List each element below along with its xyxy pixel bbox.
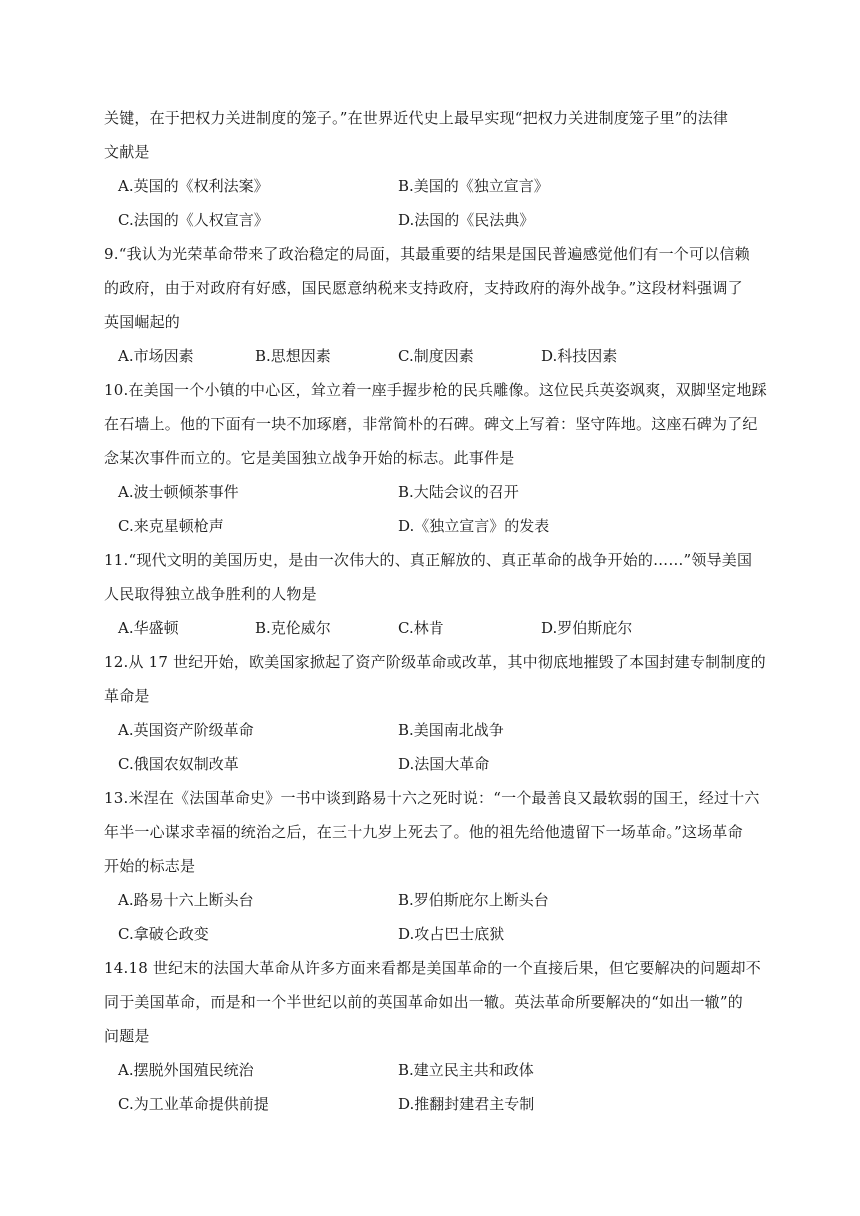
q9-stem-line-2: 的政府，由于对政府有好感，国民愿意纳税来支持政府，支持政府的海外战争。”这段材料强调了 xyxy=(104,279,743,297)
q14-stem-line-2: 同于美国革命，而是和一个半世纪以前的英国革命如出一辙。英法革命所要解决的“如出一辙”的 xyxy=(104,993,743,1011)
q13-option-c: C.拿破仑政变 xyxy=(118,925,209,943)
q9-option-c: C.制度因素 xyxy=(398,347,474,365)
q11-option-c: C.林肯 xyxy=(398,619,444,637)
q14-stem-line-1: 14.18 世纪末的法国大革命从许多方面来看都是美国革命的一个直接后果，但它要解决的问题却不 xyxy=(104,959,761,977)
q9-stem-line-1: 9.“我认为光荣革命带来了政治稳定的局面，其最重要的结果是国民普遍感觉他们有一个可以信赖 xyxy=(104,245,750,263)
q8-option-d: D.法国的《民法典》 xyxy=(398,211,535,229)
q11-option-a: A.华盛顿 xyxy=(118,619,179,637)
q10-option-b: B.大陆会议的召开 xyxy=(398,483,519,501)
q12-stem-line-1: 12.从 17 世纪开始，欧美国家掀起了资产阶级革命或改革，其中彻底地摧毁了本国封建专制制度的 xyxy=(104,653,766,671)
q12-stem-line-2: 革命是 xyxy=(104,687,150,705)
q13-stem-line-3: 开始的标志是 xyxy=(104,857,196,875)
q14-option-d: D.推翻封建君主专制 xyxy=(398,1095,535,1113)
q8-stem-line-1: 关键，在于把权力关进制度的笼子。”在世界近代史上最早实现“把权力关进制度笼子里”的法律 xyxy=(104,109,729,127)
q12-option-c: C.俄国农奴制改革 xyxy=(118,755,239,773)
q13-option-b: B.罗伯斯庇尔上断头台 xyxy=(398,891,549,909)
q9-option-a: A.市场因素 xyxy=(118,347,194,365)
q11-option-b: B.克伦威尔 xyxy=(255,619,331,637)
q8-stem-line-2: 文献是 xyxy=(104,143,150,161)
q14-option-b: B.建立民主共和政体 xyxy=(398,1061,534,1079)
q9-option-d: D.科技因素 xyxy=(541,347,618,365)
q10-stem-line-3: 念某次事件而立的。它是美国独立战争开始的标志。此事件是 xyxy=(104,449,515,467)
q10-option-d: D.《独立宣言》的发表 xyxy=(398,517,550,535)
q12-option-b: B.美国南北战争 xyxy=(398,721,504,739)
q14-option-a: A.摆脱外国殖民统治 xyxy=(118,1061,254,1079)
q14-option-c: C.为工业革命提供前提 xyxy=(118,1095,269,1113)
q10-option-c: C.来克星顿枪声 xyxy=(118,517,224,535)
q10-stem-line-2: 在石墙上。他的下面有一块不加琢磨，非常简朴的石碑。碑文上写着：坚守阵地。这座石碑为了纪 xyxy=(104,415,758,433)
q8-option-c: C.法国的《人权宣言》 xyxy=(118,211,269,229)
q12-option-a: A.英国资产阶级革命 xyxy=(118,721,254,739)
q11-option-d: D.罗伯斯庇尔 xyxy=(541,619,633,637)
q11-stem-line-2: 人民取得独立战争胜利的人物是 xyxy=(104,585,317,603)
q11-stem-line-1: 11.“现代文明的美国历史，是由一次伟大的、真正解放的、真正革命的战争开始的……”领导美国 xyxy=(104,551,753,569)
q8-option-b: B.美国的《独立宣言》 xyxy=(398,177,549,195)
q10-option-a: A.波士顿倾茶事件 xyxy=(118,483,239,501)
q13-stem-line-2: 年半一心谋求幸福的统治之后，在三十九岁上死去了。他的祖先给他遗留下一场革命。”这场革命 xyxy=(104,823,743,841)
q9-stem-line-3: 英国崛起的 xyxy=(104,313,181,331)
q13-stem-line-1: 13.米涅在《法国革命史》一书中谈到路易十六之死时说：“一个最善良又最软弱的国王，经过十六 xyxy=(104,789,760,807)
q9-option-b: B.思想因素 xyxy=(255,347,331,365)
q13-option-a: A.路易十六上断头台 xyxy=(118,891,254,909)
q12-option-d: D.法国大革命 xyxy=(398,755,490,773)
q14-stem-line-3: 问题是 xyxy=(104,1027,150,1045)
q13-option-d: D.攻占巴士底狱 xyxy=(398,925,505,943)
q10-stem-line-1: 10.在美国一个小镇的中心区，耸立着一座手握步枪的民兵雕像。这位民兵英姿飒爽，双脚坚定地踩 xyxy=(104,381,767,399)
q8-option-a: A.英国的《权利法案》 xyxy=(118,177,269,195)
